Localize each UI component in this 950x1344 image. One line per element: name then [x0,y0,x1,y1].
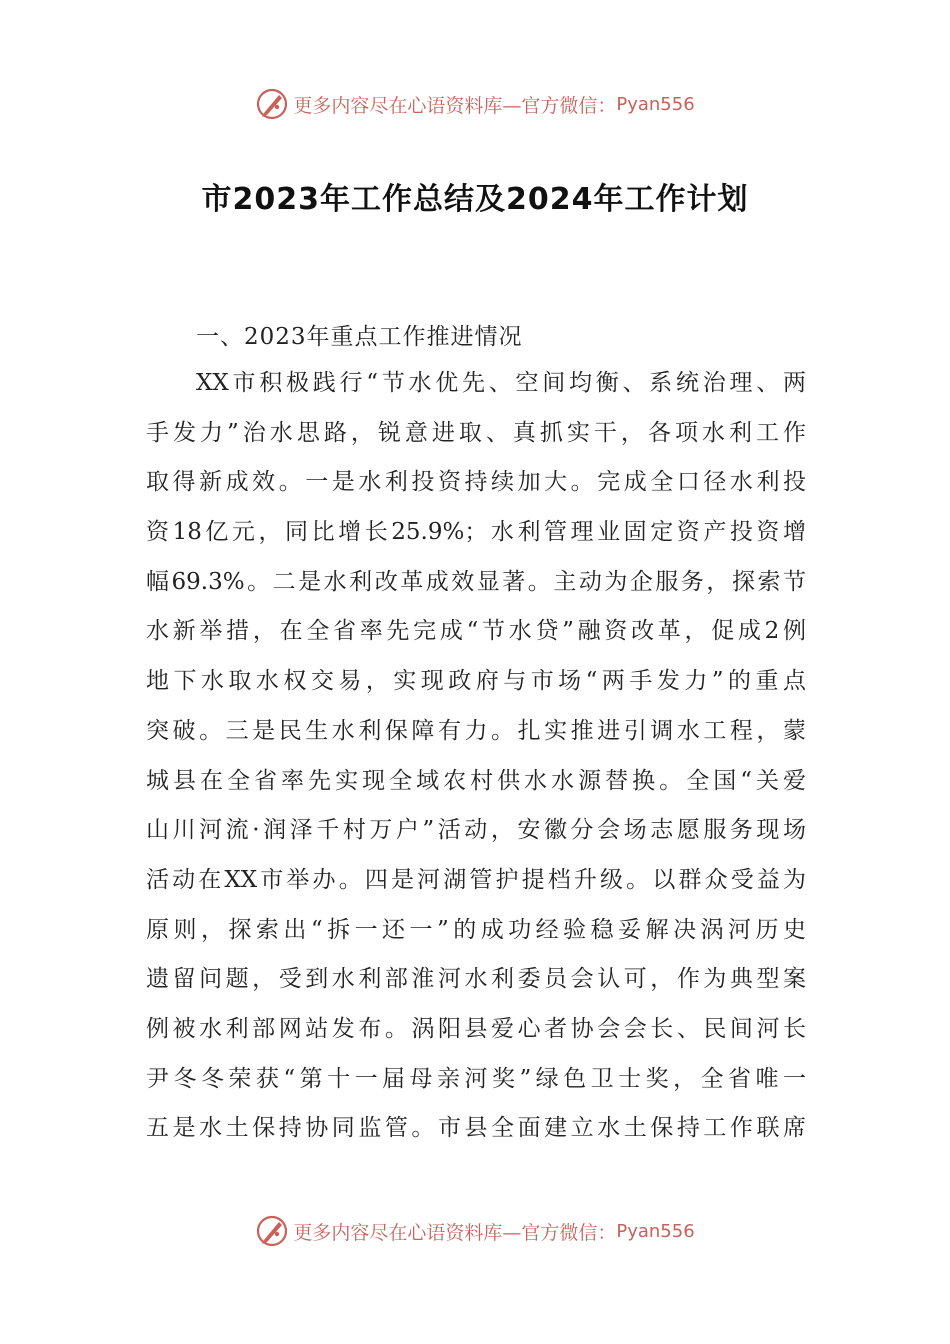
paragraph-line: 原则，探索出“拆一还一”的成功经验稳妥解决涡河历史 [146,916,806,943]
paragraph-line: 城县在全省率先实现全域农村供水水源替换。全国“关爱 [146,767,806,794]
paragraph-line: 手发力”治水思路，锐意进取、真抓实干，各项水利工作 [146,419,806,446]
paragraph-line: 山川河流·润泽千村万户”活动，安徽分会场志愿服务现场 [146,817,806,844]
paragraph-line: 幅69.3%。二是水利改革成效显著。主动为企服务，探索节 [146,568,806,595]
banner-wechat-id: Pyan556 [616,1220,695,1242]
header-watermark-banner [0,84,950,124]
paragraph-line: 五是水土保持协同监管。市县全面建立水土保持工作联席 [146,1115,806,1142]
paragraph-line: 取得新成效。一是水利投资持续加大。完成全口径水利投 [146,469,806,496]
paragraph-line: 资18亿元，同比增长25.9%；水利管理业固定资产投资增 [146,519,806,546]
paragraph-line: 水新举措，在全省率先完成“节水贷”融资改革，促成2例 [146,618,806,645]
paragraph-line: 地下水取水权交易，实现政府与市场“两手发力”的重点 [146,668,806,695]
paragraph-line: 活动在XX市举办。四是河湖管护提档升级。以群众受益为 [146,866,806,893]
banner-wechat-id: Pyan556 [616,93,695,115]
paragraph-line: XX市积极践行“节水优先、空间均衡、系统治理、两 [196,370,806,396]
paragraph-line: 例被水利部网站发布。涡阳县爱心者协会会长、民间河长 [146,1015,806,1042]
footer-watermark-banner [0,1211,950,1251]
section-heading: 一、2023年重点工作推进情况 [196,324,523,350]
paragraph-line: 遗留问题，受到水利部淮河水利委员会认可，作为典型案 [146,966,806,993]
banner-text: 更多内容尽在心语资料库—官方微信： [293,94,617,117]
paragraph-line: 尹冬冬荣获“第十一届母亲河奖”绿色卫士奖，全省唯一 [146,1065,806,1092]
pen-logo-icon [255,1214,289,1248]
banner-text: 更多内容尽在心语资料库—官方微信： [293,1221,617,1244]
document-title: 市2023年工作总结及2024年工作计划 [201,182,749,217]
paragraph-line: 突破。三是民生水利保障有力。扎实推进引调水工程，蒙 [146,717,806,744]
pen-logo-icon [255,87,289,121]
body-paragraph [146,359,806,1154]
